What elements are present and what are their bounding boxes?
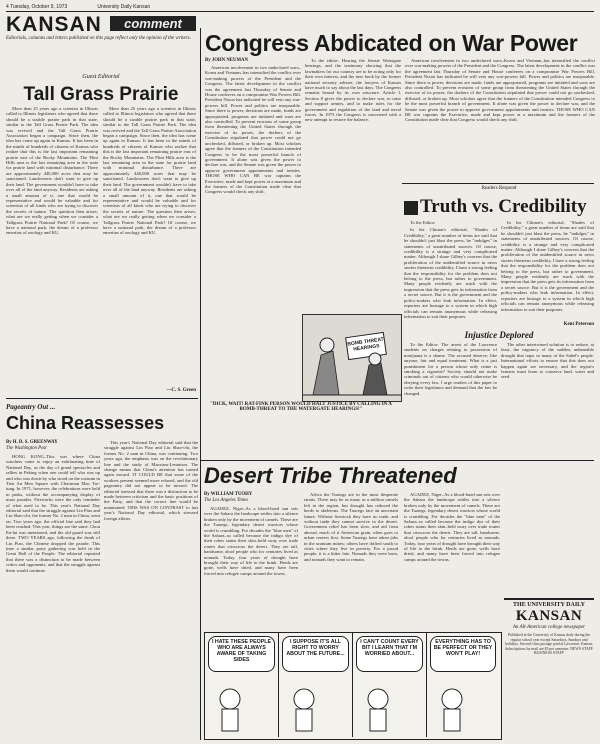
comic-bubble-2: I SUPPOSE IT'S ALL RIGHT TO WORRY ABOUT THE FUTURE... <box>282 636 349 672</box>
editorial-headline: Tall Grass Prairie <box>23 84 179 105</box>
editorial-body-col2 <box>103 106 196 388</box>
china-byline-outlet: The Washington Post <box>6 446 47 451</box>
desert-byline-outlet: The Los Angeles Times <box>204 498 249 503</box>
main-headline: Congress Abdicated on War Power <box>205 30 578 56</box>
desert-body-col1 <box>204 506 298 628</box>
staff-box-info: Published at the University of Kansas daily during the regular school year except Saturdays, Sundays and holidays. Second-class postage paid at Lawrence, Kansas. Subscriptions by mail are $5 per semester. NEWS STAFF BUSINESS STAFF <box>504 633 594 655</box>
letters-body-col1 <box>404 220 497 326</box>
china-kicker: Pageantry Out ... <box>6 403 56 411</box>
masthead-comment: comment <box>110 16 196 31</box>
letters-sub-text-cont: The other intertwined solution is to reduce, at least, the vagrancy of the sudden, unbearable drought that traps so many of the Sahel's people. International efforts to ensure that this does not happen again are necessary, and the region's farmers must learn to conserve land, water and seed. <box>501 342 594 380</box>
comic-figure-2 <box>289 687 319 733</box>
comic-bubble-3: I CAN'T COUNT EVERY BIT I LEARN THAT I'M WORRIED ABOUT... <box>356 636 423 672</box>
desert-text: AGADEZ, Niger–As a blood-hued sun sets over the Sahara the landscape settles into a silence broken only by the movement of camels. These are the Tuaregs, legendary desert warriors whose world is crumbling. For decades the "blue men" of the Sahara–so called because the indigo dye of their robes stains their skin–held sway over trade routes that crisscross the desert. They are tall, handsome, aloof people who for centuries lived as nomads. Today, four years of drought have brought their way of life to the brink. Herds are gone, wells have dried, and many have been forced into refugee camps around the towns. <box>204 506 298 576</box>
staff-box-top: THE UNIVERSITY DAILY <box>513 602 585 608</box>
editorial-signature: —C. S. Green <box>166 388 196 393</box>
comic-panel-1 <box>205 633 279 737</box>
comic-strip <box>204 632 502 740</box>
headline-box-icon <box>404 201 418 215</box>
comic-figure-3 <box>363 687 393 733</box>
page-date-line: 4 Tuesday, October 9, 1973 <box>6 4 68 10</box>
editorial-text: More than 25 years ago a scientist in Illinois called to Illinois legislators who agreed that there should be a sizable prairie park in that state, similar to the Tall Grass Prairie Park. The idea was revived and the Tall Grass Prairie Association began a campaign. Since then, the idea has come up again in Kansas. It has been in the minds of hundreds of citizens of Kansas who realize that this is the last important remaining prairie east of the Rocky Mountains. The Flint Hills area is the last remaining area in the state for prairie land with minimal disturbance. There are approximately 440,000 acres that may be sanctioned. Landowners don't want to give up their land. The government wouldn't have to take over all of the land anyway. Residents are asking a small amount of it, one that would be representative and would be valuable and for scientists of all kinds who are trying to discover the secrets of nature. The question then arises: what are we really getting when we consider a Tallgrass Prairie National Park? Of course, we have a national park, the dream of a professor emeritus of zoology and KU. <box>6 106 98 236</box>
china-headline: China Reassesses <box>6 413 165 433</box>
letters-sub-text: To the Editor: The arrest of the Lawrence students on charges relating to possession of marijuana is a shame. The accused deserve, like anyone, fair and equal treatment. What is a just punishment for a person whose only crime is smoking a cigarette? Society should not make criminals out of citizens who would otherwise be obeying every law. I urge readers of this paper to write their legislators and demand that the law be changed. <box>404 342 497 396</box>
editorial-text-cont: More than 25 years ago a scientist in Illinois called to Illinois legislators who agreed that there should be a sizable prairie park in that state, similar to the Tall Grass Prairie Park. The idea was revived and the Tall Grass Prairie Association began a campaign. Since then, the idea has come up again in Kansas. It has been in the minds of hundreds of citizens of Kansas who realize that this is the last important remaining prairie east of the Rocky Mountains. The Flint Hills area is the last remaining area in the state for prairie land with minimal disturbance. There are approximately 440,000 acres that may be sanctioned. Landowners don't want to give up their land. The government wouldn't have to take over all of the land anyway. Residents are asking a small amount of it, one that would be representative and would be valuable and for scientists of all kinds who are trying to discover the secrets of nature. The question then arises: what are we really getting when we consider a Tallgrass Prairie National Park? Of course, we have a national park, the dream of a professor emeritus of zoology and KU. <box>103 106 196 236</box>
main-story-text-col3: American involvement in two undeclared wars–Korea and Vietnam–has intensified the conflict over war-making powers of the President and the Congress. The latest development in the conflict was the agreement last Thursday of Senate and House conferees on a compromise War Powers Bill. President Nixon has indicated he will veto any war-powers bill. Power and politics are inseparable. Since there is power, decisions are made, funds are appropriated, programs are initiated and wars are also controlled. To prevent erosions of some group from threatening the United States through the exercise of its power, the drafters of the Constitution stipulated that power could not go unchecked, diffused, or broken up. Most scholars agree that the framers of the Constitution intended Congress to be the most powerful branch of government. It alone was given the power to declare war, and the Senate was given the power to approve government appointments and treaties. THOSE WHO CAN BE war captains the Executive, made and kept power at a maximum and the framers of the Constitution made clear that Congress would check any shift. <box>405 58 595 123</box>
section-rule-letters <box>402 183 594 184</box>
paper-name-line: University Daily Kansan <box>97 4 151 10</box>
letters-salutation: To the Editor: <box>410 220 436 225</box>
top-rule <box>6 11 594 12</box>
china-byline: By H. D. S. GREENWAY <box>6 440 58 445</box>
cartoon-caption: "DICK, WAIT! RAT-FINK PERSON WOULD HALT JUSTICE BY CALLING IN A BOMB-THREAT TO THE WATERGATE HEARINGS!" <box>210 402 392 412</box>
china-body-col2 <box>104 440 198 740</box>
china-text-cont: This year's National Day editorial said that the struggle against Lin Piao and Liu Shao-chi, the former No. 2 man in China, was continuing. Two years ago, the emphasis was on the revolutionary line and the study of Marxism-Leninism. The change means that China's attention has turned again inward. IT COULD BE that some of the workers present seemed more relaxed, and the old pageantry did not appear to be missed. The editorial stressed that there was a distinction to be made between criticism and the basic positions of the Party, and that the correct line would be maintained. THIS WAS ON CONTRAST to last year's National Day editorial, which stressed foreign affairs. <box>104 440 198 521</box>
comic-panel-2 <box>279 633 353 737</box>
comic-bubble-1: I HATE THESE PEOPLE WHO ARE ALWAYS AWARE OF TAKING SIDES <box>208 636 275 672</box>
china-body-col1 <box>6 454 100 740</box>
main-story-body-col2 <box>305 58 401 310</box>
readers-respond-banner: Readers Respond <box>481 186 517 191</box>
section-rule-china <box>6 398 198 399</box>
kansan-comment-masthead <box>6 13 196 35</box>
main-story-body-col3 <box>405 58 595 183</box>
desert-byline: By WILLIAM TUOHY <box>204 492 253 497</box>
letters-text-cont: In his Clinton's editorial, "Shades of Credibility," a great number of items are said that he shouldn't just blast the press, he "indulges" in statements of unattributed sources. Of course, credibility is a strange and very complicated matter. Although I share Gilbey's concern that the proliferation of the unidentified source in news stories threatens credibility, I have a strong feeling that the responsibility for the problem does not belong to the press, but rather to government. Many people evidently are stuck with the impression that the press gets its information from a secret source. But it is the government and the policy-makers who leak information. In effect, reporters are hostage to a system in which high officials can remain anonymous while releasing information to suit their purposes. <box>501 220 594 312</box>
cartoon-sign-text: BOMB THREAT HEARINGS <box>347 336 385 353</box>
guest-editorial-label: Guest Editorial <box>82 74 120 80</box>
desert-body-col3 <box>404 492 500 628</box>
desert-text-col3: AGADEZ, Niger–As a blood-hued sun sets over the Sahara the landscape settles into a silence broken only by the movement of camels. These are the Tuaregs, legendary desert warriors whose world is crumbling. For decades the "blue men" of the Sahara–so called because the indigo dye of their robes stains their skin–held sway over trade routes that crisscross the desert. They are tall, handsome, aloof people who for centuries lived as nomads. Today, four years of drought have brought their way of life to the brink. Herds are gone, wells have dried, and many have been forced into refugee camps around the towns. <box>404 492 500 562</box>
comic-bubble-4: EVERYTHING HAS TO BE PERFECT OR THEY WON'T PLAY! <box>430 636 496 672</box>
comic-panel-4 <box>427 633 499 737</box>
editorial-body-col1 <box>6 106 98 396</box>
masthead-kansan: KANSAN <box>6 13 102 36</box>
kansan-staff-box <box>504 598 594 740</box>
desert-text-cont: Africa the Tuaregs are in the most desperate straits. There may be as many as a million camels left in the region, but drought has reduced the herds to skeletons. The Tuaregs face an uncertain future. Without livestock they have no trade, and without trade they cannot survive in the desert. Government relief has been slow, and aid from abroad, much of it American grain, often goes to urban centers first. Some Tuaregs have taken jobs in the uranium mines; others have drifted south to cities where they live in poverty. For a proud people, it is a bitter fate. Nomads they were born, and nomads they want to remain. <box>304 492 398 562</box>
main-story-body-col1 <box>205 65 301 307</box>
section-rule-desert <box>200 460 594 461</box>
letters-headline <box>404 196 594 218</box>
letters-body-col2 <box>501 220 594 330</box>
letters-text: In his Clinton's editorial, "Shades of Credibility," a great number of items are said that he shouldn't just blast the press, he "indulges" in statements of unattributed sources. Of course, credibility is a strange and very complicated matter. Although I share Gilbey's concern that the proliferation of the unidentified source in news stories threatens credibility, I have a strong feeling that the responsibility for the problem does not belong to the press, but rather to government. Many people evidently are stuck with the impression that the press gets its information from a secret source. But it is the government and the policy-makers who leak information. In effect, reporters are hostage to a system in which high officials can remain anonymous while releasing information to suit their purposes. <box>404 227 497 319</box>
letters-sub-body-col2 <box>501 342 594 592</box>
china-text: HONG KONG–This was where China watchers come to enjoy an exhilarating time of National Day, as the day of grand spectacles and rallies in Peking when one could tell who was up and who was down by who stood on the rostrum in Tien An Men Square with Chairman Mao Tse-tung. In 1971, however, the celebrations were held in parks, without the accompanying display of mass parades. Fireworks were the only reminder of what used to be. This year's National Day editorial said that the struggle against Lin Piao and Liu Shao-chi, the former No. 2 man in China, went on. Two years ago, the official line said they had been crushed. This year, things are the same. Chou En-lai was mentioned, and the old guard was still there. TWO YEARS ago, following the death of Lin Piao, the Chinese dropped the parade. This time a similar party gathering was held in the Great Hall of the People. The editorial repeated that there was a distinction to be made between critics and opponents, and that the struggle against them would continue. <box>6 454 100 573</box>
masthead-note: Editorials, columns and letters published on this page reflect only the opinion of the writers. <box>6 36 191 41</box>
desert-headline: Desert Tribe Threatened <box>204 463 457 488</box>
main-story-text-cont: To the editor: Hearing the Senate Watergate hearings, and the testimony showing that the lawmakers for our country are to be acting only for their own interest, and the new book by the former national security adviser, the lawyers of Kansas have much to say about the last days. The Congress remains bound by its own structure. Article I, Section 8 gives the power to declare war, to raise and support armies, and to make rules for the government and regulation of the land and naval forces. In 1973 the Congress is concerned with a new attempt to restore the balance. <box>305 58 401 123</box>
comic-figure-4 <box>437 687 467 733</box>
letters-headline-text: Truth vs. Credibility <box>420 196 587 217</box>
comic-panel-3 <box>353 633 427 737</box>
desert-body-col2 <box>304 492 398 628</box>
column-rule-1 <box>200 28 201 740</box>
staff-box-name: KANSAN <box>515 608 583 624</box>
letters-subheadline: Injustice Deplored <box>464 330 534 340</box>
editorial-cartoon <box>302 314 402 402</box>
comic-figure-1 <box>215 687 245 733</box>
cartoon-drawing <box>303 315 401 401</box>
letters-signature: Kent Peterson <box>563 322 594 327</box>
main-story-text: American involvement in two undeclared wars–Korea and Vietnam–has intensified the conflict over war-making powers of the President and the Congress. The latest development in the conflict was the agreement last Thursday of Senate and House conferees on a compromise War Powers Bill. President Nixon has indicated he will veto any war-powers bill. Power and politics are inseparable. Since there is power, decisions are made, funds are appropriated, programs are initiated and wars are also controlled. To prevent erosions of some group from threatening the United States through the exercise of its power, the drafters of the Constitution stipulated that power could not go unchecked, diffused, or broken up. Most scholars agree that the framers of the Constitution intended Congress to be the most powerful branch of government. It alone was given the power to declare war, and the Senate was given the power to approve government appointments and treaties. THOSE WHO CAN BE war captains the Executive, made and kept power at a maximum and the framers of the Constitution made clear that Congress would check any shift. <box>205 65 301 195</box>
main-story-byline: By JOHN NEUMAN <box>205 58 248 63</box>
staff-box-tagline: An All-American college newspaper <box>512 625 586 630</box>
